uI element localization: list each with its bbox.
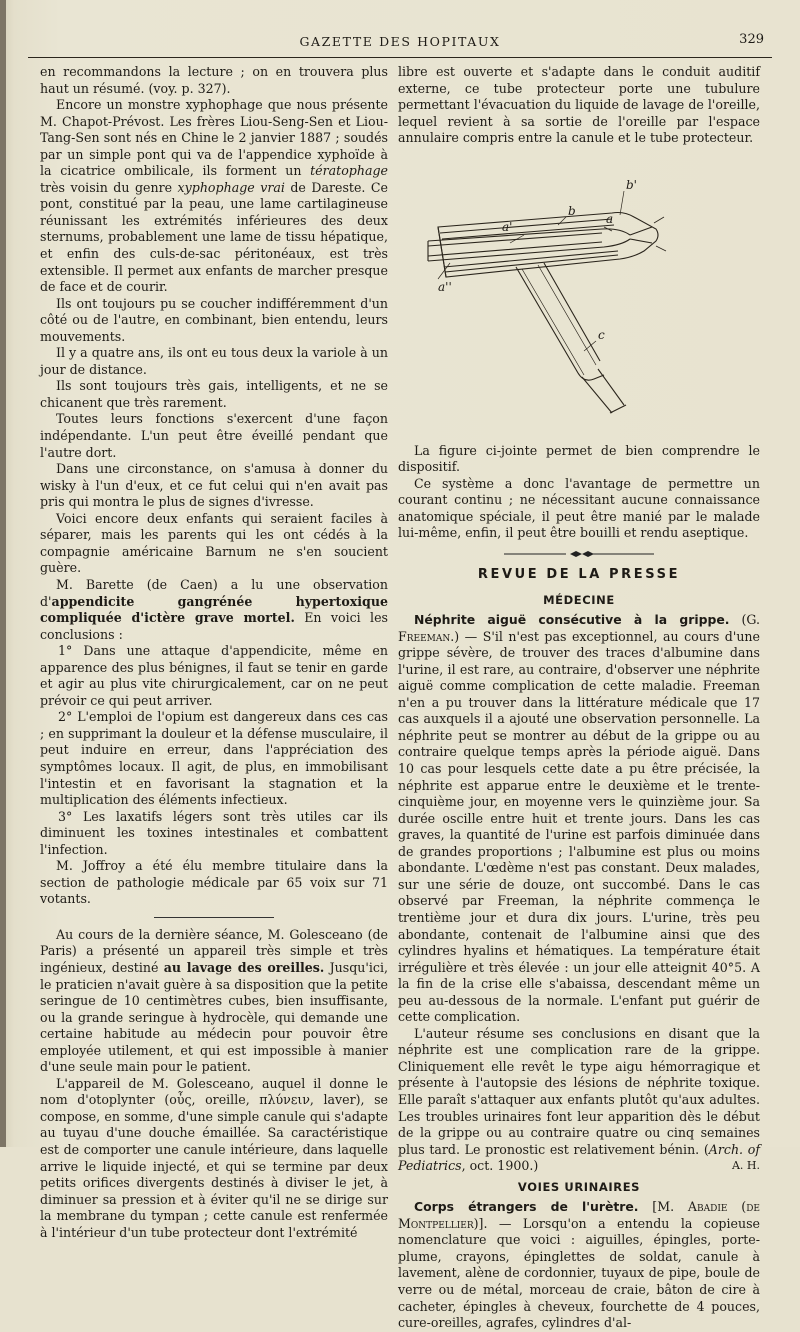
divergent-orifices [630, 227, 652, 243]
term-italic: xyphophage vrai [177, 179, 285, 195]
running-title: GAZETTE DES HOPITAUX [299, 34, 501, 49]
paragraph: Ce système a donc l'avantage de permettre un courant continu ; ne nécessitant aucune connaissance anatomique spéciale, il peut être manié par le malade lui-même, enfin, il peut être bouilli et rendu aseptique. [398, 475, 760, 541]
term-italic: tératophage [310, 163, 388, 179]
paragraph: Ils ont toujours pu se coucher indifféremment d'un côté ou de l'autre, en combinant, bien entendu, leurs mouvements. [40, 295, 388, 344]
tubulure-tail [582, 369, 624, 413]
right-column [398, 64, 760, 1332]
left-column [40, 64, 388, 1241]
paragraph: Toutes leurs fonctions s'exercent d'une façon indépendante. L'un peut être éveillé pendant que l'autre dort. [40, 411, 388, 460]
paragraph-lavage: Au cours de la dernière séance, M. Golesceano (de Paris) a présenté un appareil très simple et très ingénieux, destiné au lavage des oreilles. Jusqu'ici, le praticien n'avait guère à sa disposition que la petite seringue de 10 centimètres cubes, bien insuffisante, ou la grande seringue à hydrocèle, qui demande une certaine habitude au médecin pour pouvoir être employée utilement, et qui est impossible à manier d'une seule main pour le patient. [40, 926, 388, 1075]
paragraph: Voici encore deux enfants qui seraient faciles à séparer, mais les parents qui les ont cédés à la compagnie américaine Barnum ne s'en soucient guère. [40, 510, 388, 576]
author-initials: A. H. [731, 1159, 760, 1173]
paragraph-appendicite: M. Barette (de Caen) a lu une observation d'appendicite gangrénée hypertoxique compliquée d'ictère grave mortel. En voici les conclusions : [40, 576, 388, 642]
evacuation-tubulure [516, 263, 604, 380]
paragraph-xyphophage: Encore un monstre xyphophage que nous présente M. Chapot-Prévost. Les frères Liou-Seng-Sen et Liou-Tang-Sen sont nés en Chine le 2 janvier 1887 ; soudés par un simple pont qui va de l'appendice xyphoïde à la cicatrice ombilicale, ils forment un tératophage très voisin du genre xyphophage vrai de Dareste. Ce pont, constitué par la peau, une lame cartilagineuse réunissant les extrémités inférieures des deux sternums, probablement une lame de tissu hépatique, et enfin des culs-de-sac péritonéaux, est très extensible. Il permet aux enfants de marcher presque de face et de courir. [40, 97, 388, 295]
ornamental-separator [504, 550, 654, 561]
article-nephrite-conclusion: L'auteur résume ses conclusions en disant que la néphrite est une complication rare de la grippe. Cliniquement elle revêt le type aigu hémorragique et présente à l'autopsie des lésions de néphrite toxique. Elle paraît s'attaquer aux enfants plutôt qu'aux adultes. Les troubles urinaires font leur apparition dès le début de la grippe ou au contraire quatre ou cinq semaines plus tard. Le pronostic est relativement bénin. (Arch. of Pediatrics, oct. 1900.) A. H. [398, 1025, 760, 1174]
article-corps-etrangers: Corps étrangers de l'urètre. [M. Abadie (de Montpellier)]. — Lorsqu'on a entendu la copieuse nomenclature que voici : aiguilles, épingles, porte-plume, crayons, épinglettes de soldat, canule à lavement, alène de cordonnier, tuyaux de pipe, boule de verre ou de métal, morceau de craie, bâton de cire à cacheter, épingles à cheveux, fourchette de 4 pouces, cure-oreilles, agrafes, cylindres d'al- [398, 1199, 760, 1331]
bold-topic: au lavage des oreilles. [163, 959, 325, 975]
paragraph: La figure ci-jointe permet de bien comprendre le dispositif. [398, 442, 760, 475]
article-title: Néphrite aiguë consécutive à la grippe. [414, 612, 730, 628]
paragraph: Il y a quatre ans, ils ont eu tous deux la variole à un jour de distance. [40, 345, 388, 377]
conclusion-item: 2° L'emploi de l'opium est dangereux dans ces cas ; en supprimant la douleur et la défense musculaire, il peut induire en erreur, dans l'appréciation des symptômes locaux. Il agit, de plus, en immobilisant l'intestin et en favorisant la stagnation et la multiplication des éléments infectieux. [40, 709, 388, 808]
protective-tube [438, 212, 658, 277]
binding-edge [0, 0, 6, 1147]
paragraph: libre est ouverte et s'adapte dans le conduit auditif externe, ce tube protecteur porte une tubulure permettant l'évacuation du liquide de lavage de l'oreille, lequel revient à sa sortie de l'oreille par l'espace annulaire compris entre la canule et le tube protecteur. [398, 64, 760, 146]
paragraph: en recommandons la lecture ; on en trouvera plus haut un résumé. (voy. p. 327). [40, 64, 388, 96]
subsection-title-medecine: MÉDECINE [543, 592, 615, 607]
conclusion-item: 1° Dans une attaque d'appendicite, même en apparence des plus bénignes, il faut se tenir en garde et agir au plus vite chirurgicalement, car on ne peut prévoir ce qui peut arriver. [40, 643, 388, 708]
page-header [30, 34, 770, 54]
bold-topic: appendicite gangrénée hypertoxique compliquée d'ictère grave mortel. [40, 593, 388, 626]
label-a-double: a'' [438, 279, 452, 294]
article-ref: [M. Abadie (de Montpellier)]. [398, 1199, 760, 1231]
label-a-prime: a' [502, 219, 513, 234]
article-ref: (G. Freeman.) — [398, 612, 760, 644]
article-nephrite: Néphrite aiguë consécutive à la grippe. (G. Freeman.) — S'il n'est pas exceptionnel, au cours d'une grippe sévère, de trouver des traces d'albumine dans l'urine, il est rare, au contraire, d'observer une néphrite aiguë comme complication de cette maladie. Freeman n'en a pu trouver dans la littérature médicale que 17 cas auxquels il a ajouté une observation personnelle. La néphrite peut se montrer au début de la grippe ou au contraire quelque temps après la période aiguë. Dans 10 cas pour lesquels cette date a pu être précisée, la néphrite est apparue entre le deuxième et le trente-cinquième jour, en moyenne vers le quinzième jour. Sa durée oscille entre huit et trente jours. Dans les cas graves, la quantité de l'urine est parfois diminuée dans de grandes proportions ; l'albumine est plus ou moins abondante. L'œdème n'est pas constant. Deux malades, sur une série de douze, ont succombé. Dans le cas observé par Freeman, la néphrite commença le trentième jour et dura dix jours. L'urine, très peu abondante, contenait de l'albumine ainsi que des cylindres hyalins et hématiques. La température était irrégulière et très élevée : un jour elle atteignit 40°5. A la fin de la crise elle s'abaissa, descendant même un peu au-dessous de la normale. L'enfant put guérir de cette complication. [398, 612, 760, 1025]
paragraph: L'appareil de M. Golesceano, auquel il donne le nom d'otoplynter (οὖς, oreille, πλύνειν, laver), se compose, en somme, d'une simple canule qui s'adapte au tuyau d'une douche émaillée. Sa caractéristique est de comporter une canule intérieure, dans laquelle arrive le liquide injecté, et qui se termine par deux petits orifices divergents destinés à diviser le jet, à diminuer sa pression et à éviter qu'il ne se dirige sur la membrane du tympan ; cette canule est renfermée à l'intérieur d'un tube protecteur dont l'extrémité [40, 1075, 388, 1240]
section-separator [154, 917, 274, 918]
otoplynter-drawing [398, 151, 760, 439]
section-title-revue: REVUE DE LA PRESSE [477, 567, 681, 583]
label-b: b [568, 203, 576, 218]
paragraph: Ils sont toujours très gais, intelligents, et ne se chicanent que très rarement. [40, 378, 388, 410]
label-c: c [598, 327, 605, 342]
article-title: Corps étrangers de l'urètre. [414, 1199, 639, 1215]
header-rule [28, 57, 772, 58]
label-a: a [606, 211, 614, 226]
journal-source: Arch. of Pediatrics [398, 1141, 760, 1174]
page-number: 329 [739, 32, 764, 47]
paragraph: M. Joffroy a été élu membre titulaire dans la section de pathologie médicale par 65 voix sur 71 votants. [40, 858, 388, 907]
subsection-title-voies-urinaires: VOIES URINAIRES [517, 1179, 641, 1194]
otoplynter-figure [398, 151, 760, 439]
paragraph: Dans une circonstance, on s'amusa à donner du wisky à l'un d'eux, et ce fut celui qui n'en avait pas pris qui montra le plus de signes d'ivresse. [40, 461, 388, 510]
label-b-prime: b' [626, 177, 637, 192]
conclusion-item: 3° Les laxatifs légers sont très utiles car ils diminuent les toxines intestinales et combattent l'infection. [40, 808, 388, 857]
